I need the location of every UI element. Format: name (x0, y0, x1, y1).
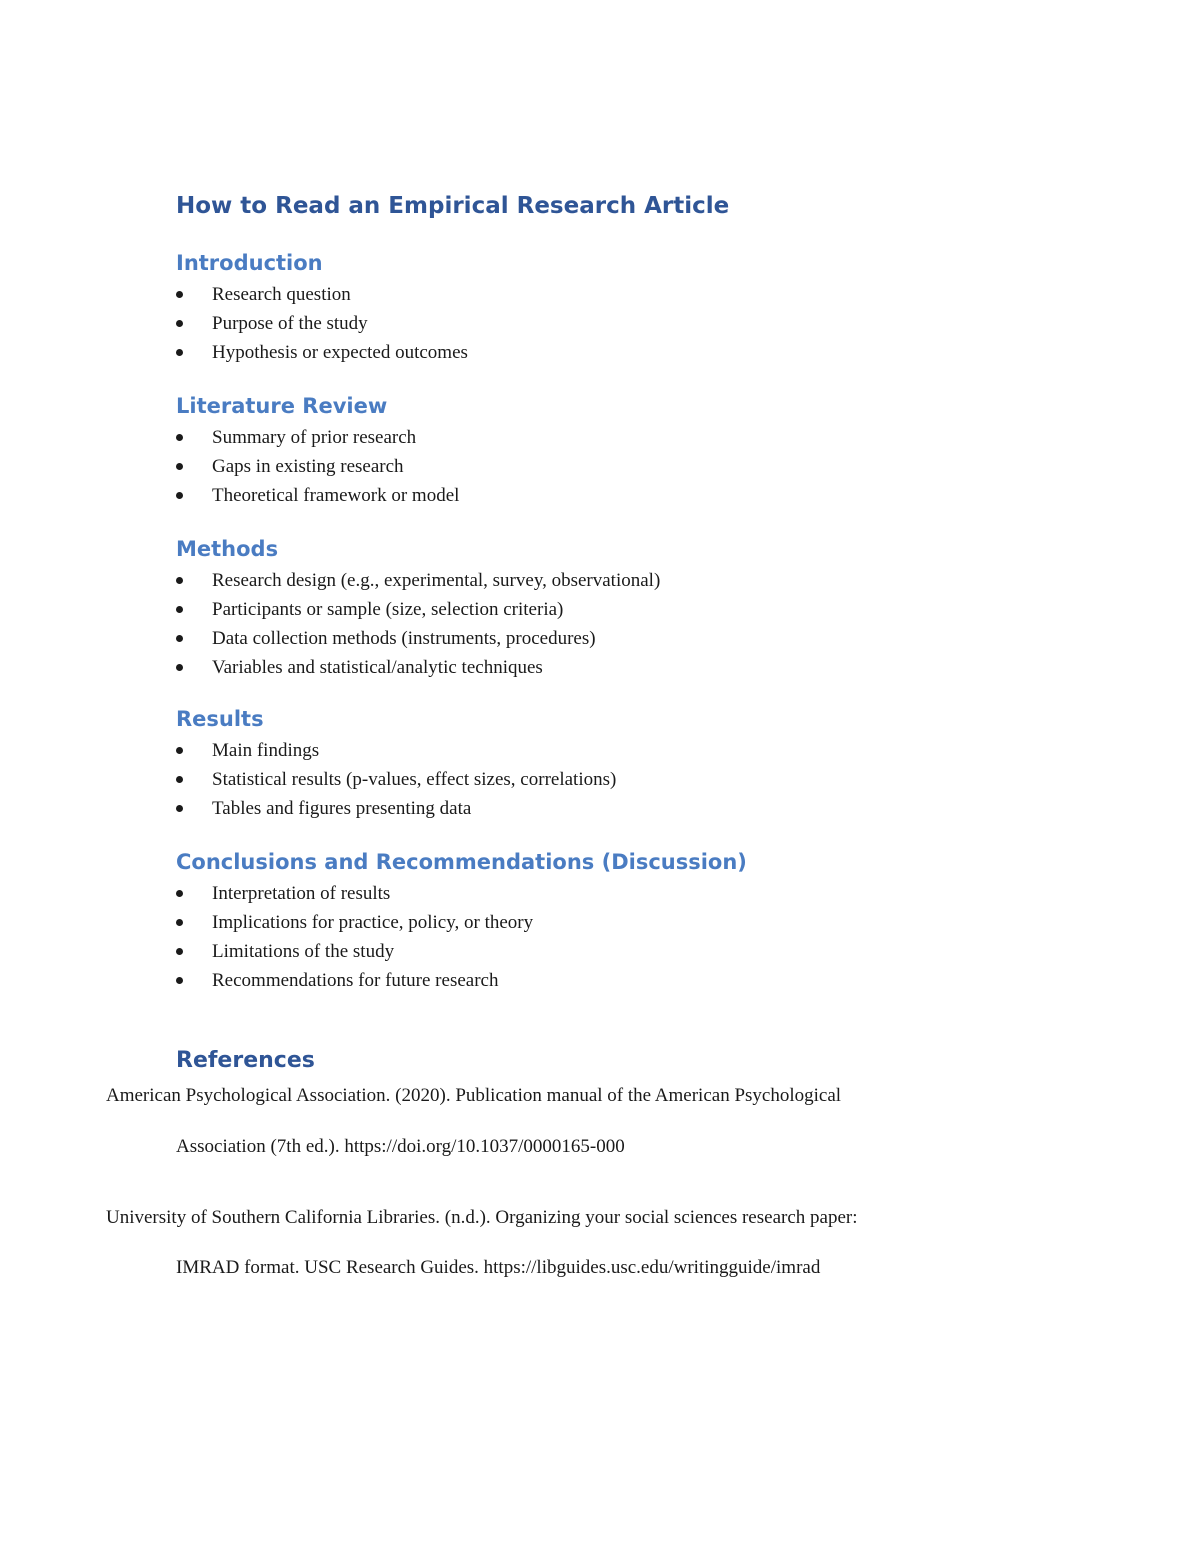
section-heading: Methods (176, 537, 279, 561)
bullet-icon (176, 434, 183, 441)
list-item-text: Recommendations for future research (212, 970, 499, 991)
list-item (176, 624, 1076, 653)
list-item (176, 338, 1076, 367)
bullet-icon (176, 349, 183, 356)
list-item-text: Gaps in existing research (212, 456, 404, 477)
references-heading: References (176, 1048, 315, 1073)
section-literature-review (176, 391, 1076, 510)
bullet-list (176, 736, 1076, 823)
section-introduction (176, 248, 1076, 367)
list-item-text: Research design (e.g., experimental, survey, observational) (212, 570, 661, 591)
list-item (176, 566, 1076, 595)
bullet-icon (176, 919, 183, 926)
list-item (176, 879, 1076, 908)
list-item (176, 794, 1076, 823)
list-item-text: Statistical results (p-values, effect sizes, correlations) (212, 769, 617, 790)
bullet-icon (176, 463, 183, 470)
list-item-text: Tables and figures presenting data (212, 798, 472, 819)
list-item-text: Variables and statistical/analytic techniques (212, 657, 543, 678)
bullet-icon (176, 747, 183, 754)
list-item (176, 765, 1076, 794)
list-item-text: Data collection methods (instruments, procedures) (212, 628, 596, 649)
section-heading: Results (176, 707, 264, 731)
list-item-text: Limitations of the study (212, 941, 395, 962)
bullet-icon (176, 890, 183, 897)
bullet-icon (176, 664, 183, 671)
section-heading: Introduction (176, 251, 323, 275)
list-item (176, 966, 1076, 995)
list-item (176, 653, 1076, 682)
list-item (176, 937, 1076, 966)
document-title: How to Read an Empirical Research Article (176, 193, 730, 219)
list-item-text: Summary of prior research (212, 427, 417, 448)
reference-entry-line: IMRAD format. USC Research Guides. https://libguides.usc.edu/writingguide/imrad (176, 1257, 821, 1278)
reference-entry-line: University of Southern California Libraries. (n.d.). Organizing your social sciences research paper: (106, 1207, 858, 1228)
reference-entry-line: American Psychological Association. (2020). Publication manual of the American Psychological (106, 1085, 842, 1106)
list-item (176, 423, 1076, 452)
bullet-icon (176, 635, 183, 642)
section-methods (176, 534, 1076, 682)
section-conclusions (176, 847, 1076, 995)
list-item-text: Theoretical framework or model (212, 485, 460, 506)
bullet-list (176, 566, 1076, 682)
list-item-text: Research question (212, 284, 351, 305)
bullet-icon (176, 606, 183, 613)
list-item-text: Participants or sample (size, selection criteria) (212, 599, 564, 620)
bullet-icon (176, 320, 183, 327)
bullet-icon (176, 291, 183, 298)
bullet-icon (176, 776, 183, 783)
list-item (176, 481, 1076, 510)
list-item-text: Main findings (212, 740, 320, 761)
section-heading: Literature Review (176, 394, 388, 418)
bullet-icon (176, 977, 183, 984)
section-results (176, 704, 1076, 823)
list-item (176, 309, 1076, 338)
reference-entry-line: Association (7th ed.). https://doi.org/10.1037/0000165-000 (176, 1136, 625, 1157)
section-heading: Conclusions and Recommendations (Discussion) (176, 850, 747, 874)
bullet-list (176, 423, 1076, 510)
bullet-icon (176, 577, 183, 584)
bullet-list (176, 280, 1076, 367)
list-item (176, 280, 1076, 309)
list-item (176, 452, 1076, 481)
list-item (176, 595, 1076, 624)
bullet-list (176, 879, 1076, 995)
list-item-text: Implications for practice, policy, or theory (212, 912, 534, 933)
list-item (176, 908, 1076, 937)
list-item-text: Interpretation of results (212, 883, 391, 904)
list-item (176, 736, 1076, 765)
bullet-icon (176, 492, 183, 499)
bullet-icon (176, 948, 183, 955)
list-item-text: Hypothesis or expected outcomes (212, 342, 468, 363)
list-item-text: Purpose of the study (212, 313, 368, 334)
bullet-icon (176, 805, 183, 812)
